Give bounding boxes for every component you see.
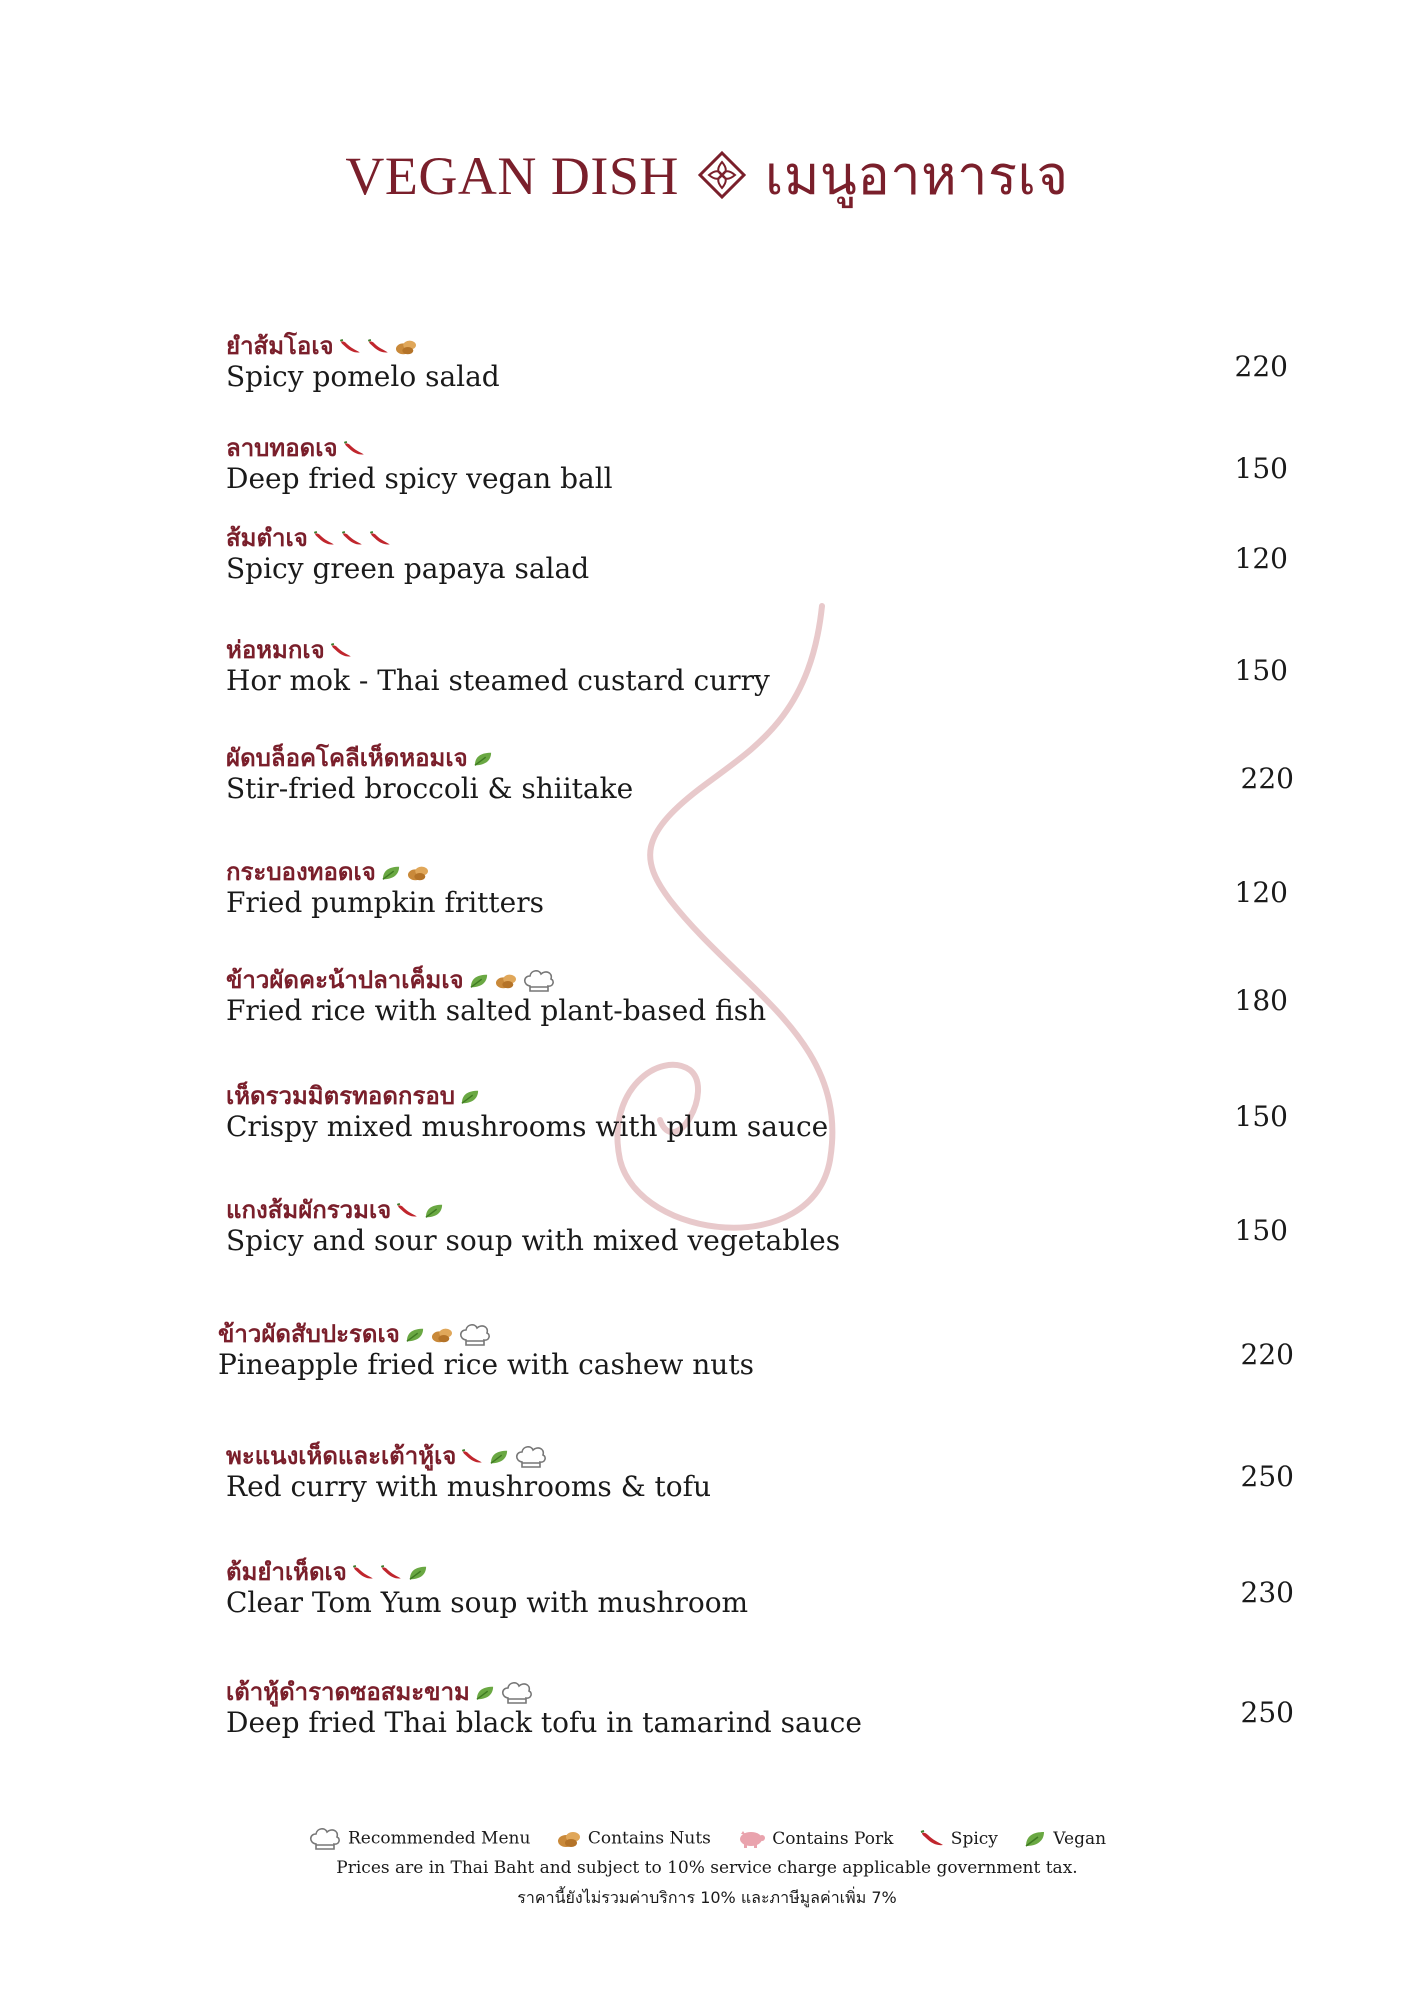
leaf-icon (459, 1088, 481, 1106)
menu-item-thai-label: เห็ดรวมมิตรทอดกรอบ (226, 1082, 455, 1110)
chili-icon (379, 1565, 403, 1581)
title-thai: เมนูอาหารเจ (764, 146, 1069, 206)
menu-item-thai-label: ยำส้มโอเจ (226, 332, 334, 360)
menu-item-price: 220 (1234, 350, 1288, 383)
menu-item (226, 738, 1294, 818)
price-note-english: Prices are in Thai Baht and subject to 10% service charge applicable government tax. (336, 1858, 1078, 1878)
nut-icon (430, 1325, 454, 1345)
menu-item-price: 150 (1234, 452, 1288, 485)
chef-hat-icon (514, 1444, 548, 1470)
leaf-icon (472, 750, 494, 768)
page-title (0, 132, 1414, 218)
menu-item (226, 428, 1288, 508)
chili-icon (395, 1203, 419, 1219)
menu-item-thai-label: กระบองทอดเจ (226, 858, 376, 886)
menu-item-english-name: Spicy green papaya salad (226, 552, 590, 585)
nut-icon (394, 337, 418, 357)
menu-item-price: 230 (1240, 1576, 1294, 1609)
legend-recommended: Recommended Menu (308, 1826, 530, 1852)
menu-item-price: 150 (1234, 1214, 1288, 1247)
leaf-icon (468, 972, 490, 990)
chili-icon (919, 1830, 945, 1848)
menu-item (226, 518, 1288, 598)
menu-item-price: 250 (1240, 1460, 1294, 1493)
menu-item-english-name: Deep fried spicy vegan ball (226, 462, 613, 495)
menu-item-english-name: Fried rice with salted plant-based fish (226, 994, 767, 1027)
menu-item-price: 120 (1234, 542, 1288, 575)
menu-item (226, 960, 1288, 1040)
menu-item-thai-label: ส้มตำเจ (226, 524, 308, 552)
menu-item-thai-label: ต้มยำเห็ดเจ (226, 1558, 347, 1586)
menu-item (226, 852, 1288, 932)
leaf-icon (423, 1202, 445, 1220)
menu-item-price: 150 (1234, 654, 1288, 687)
menu-item-english-name: Hor mok - Thai steamed custard curry (226, 664, 770, 697)
chili-icon (340, 531, 364, 547)
nut-icon (556, 1828, 582, 1850)
chef-hat-icon (500, 1680, 534, 1706)
menu-item-thai-label: ห่อหมกเจ (226, 636, 325, 664)
chili-icon (312, 531, 336, 547)
menu-item (226, 1190, 1288, 1270)
legend-vegan: Vegan (1023, 1829, 1106, 1850)
chef-hat-icon (458, 1322, 492, 1348)
menu-item-price: 250 (1240, 1696, 1294, 1729)
price-note-thai: ราคานี้ยังไม่รวมค่าบริการ 10% และภาษีมูลค่าเพิ่ม 7% (517, 1888, 897, 1907)
ornament-diamond-icon (697, 150, 747, 200)
menu-item-english-name: Deep fried Thai black tofu in tamarind sauce (226, 1706, 862, 1739)
legend-nuts: Contains Nuts (556, 1828, 711, 1850)
leaf-icon (488, 1448, 510, 1466)
legend (0, 1826, 1414, 1852)
menu-item-english-name: Spicy pomelo salad (226, 360, 500, 393)
menu-item-price: 220 (1240, 762, 1294, 795)
menu-item-thai-label: แกงส้มผักรวมเจ (226, 1196, 392, 1224)
menu-item (226, 1076, 1288, 1156)
menu-item-thai-label: ลาบทอดเจ (226, 434, 338, 462)
menu-item-thai-label: เต้าหู้ดำราดซอสมะขาม (226, 1678, 470, 1706)
menu-item-thai-label: ข้าวผัดคะน้าปลาเค็มเจ (226, 966, 464, 994)
menu-item-english-name: Pineapple fried rice with cashew nuts (218, 1348, 754, 1381)
leaf-icon (474, 1684, 496, 1702)
chili-icon (368, 531, 392, 547)
title-english: VEGAN DISH (345, 146, 679, 206)
leaf-icon (407, 1564, 429, 1582)
chili-icon (460, 1449, 484, 1465)
pig-icon (736, 1829, 766, 1849)
menu-item-thai-label: พะแนงเห็ดและเต้าหู้เจ (226, 1442, 457, 1470)
menu-item-price: 220 (1240, 1338, 1294, 1371)
menu-item (226, 1672, 1294, 1752)
menu-item (226, 1552, 1294, 1632)
menu-item-english-name: Stir-fried broccoli & shiitake (226, 772, 634, 805)
legend-pork: Contains Pork (736, 1829, 893, 1850)
menu-item-english-name: Clear Tom Yum soup with mushroom (226, 1586, 749, 1619)
chili-icon (351, 1565, 375, 1581)
menu-item-price: 150 (1234, 1100, 1288, 1133)
menu-item-english-name: Crispy mixed mushrooms with plum sauce (226, 1110, 829, 1143)
chili-icon (342, 441, 366, 457)
nut-icon (494, 971, 518, 991)
leaf-icon (1023, 1829, 1047, 1849)
menu-item-english-name: Fried pumpkin fritters (226, 886, 544, 919)
leaf-icon (380, 864, 402, 882)
leaf-icon (404, 1326, 426, 1344)
chili-icon (329, 643, 353, 659)
menu-item (226, 326, 1288, 406)
legend-spicy: Spicy (919, 1829, 998, 1849)
menu-item-english-name: Red curry with mushrooms & tofu (226, 1470, 712, 1503)
chili-icon (366, 339, 390, 355)
chili-icon (338, 339, 362, 355)
menu-item-price: 120 (1234, 876, 1288, 909)
menu-item (226, 1436, 1294, 1516)
nut-icon (406, 863, 430, 883)
menu-item (226, 630, 1288, 710)
menu-item-thai-label: ผัดบล็อคโคลีเห็ดหอมเจ (226, 744, 468, 772)
chef-hat-icon (522, 968, 556, 994)
menu-item (218, 1314, 1294, 1394)
menu-item-price: 180 (1234, 984, 1288, 1017)
menu-item-thai-label: ข้าวผัดสับปะรดเจ (218, 1320, 400, 1348)
chef-hat-icon (308, 1826, 342, 1852)
menu-item-english-name: Spicy and sour soup with mixed vegetables (226, 1224, 841, 1257)
